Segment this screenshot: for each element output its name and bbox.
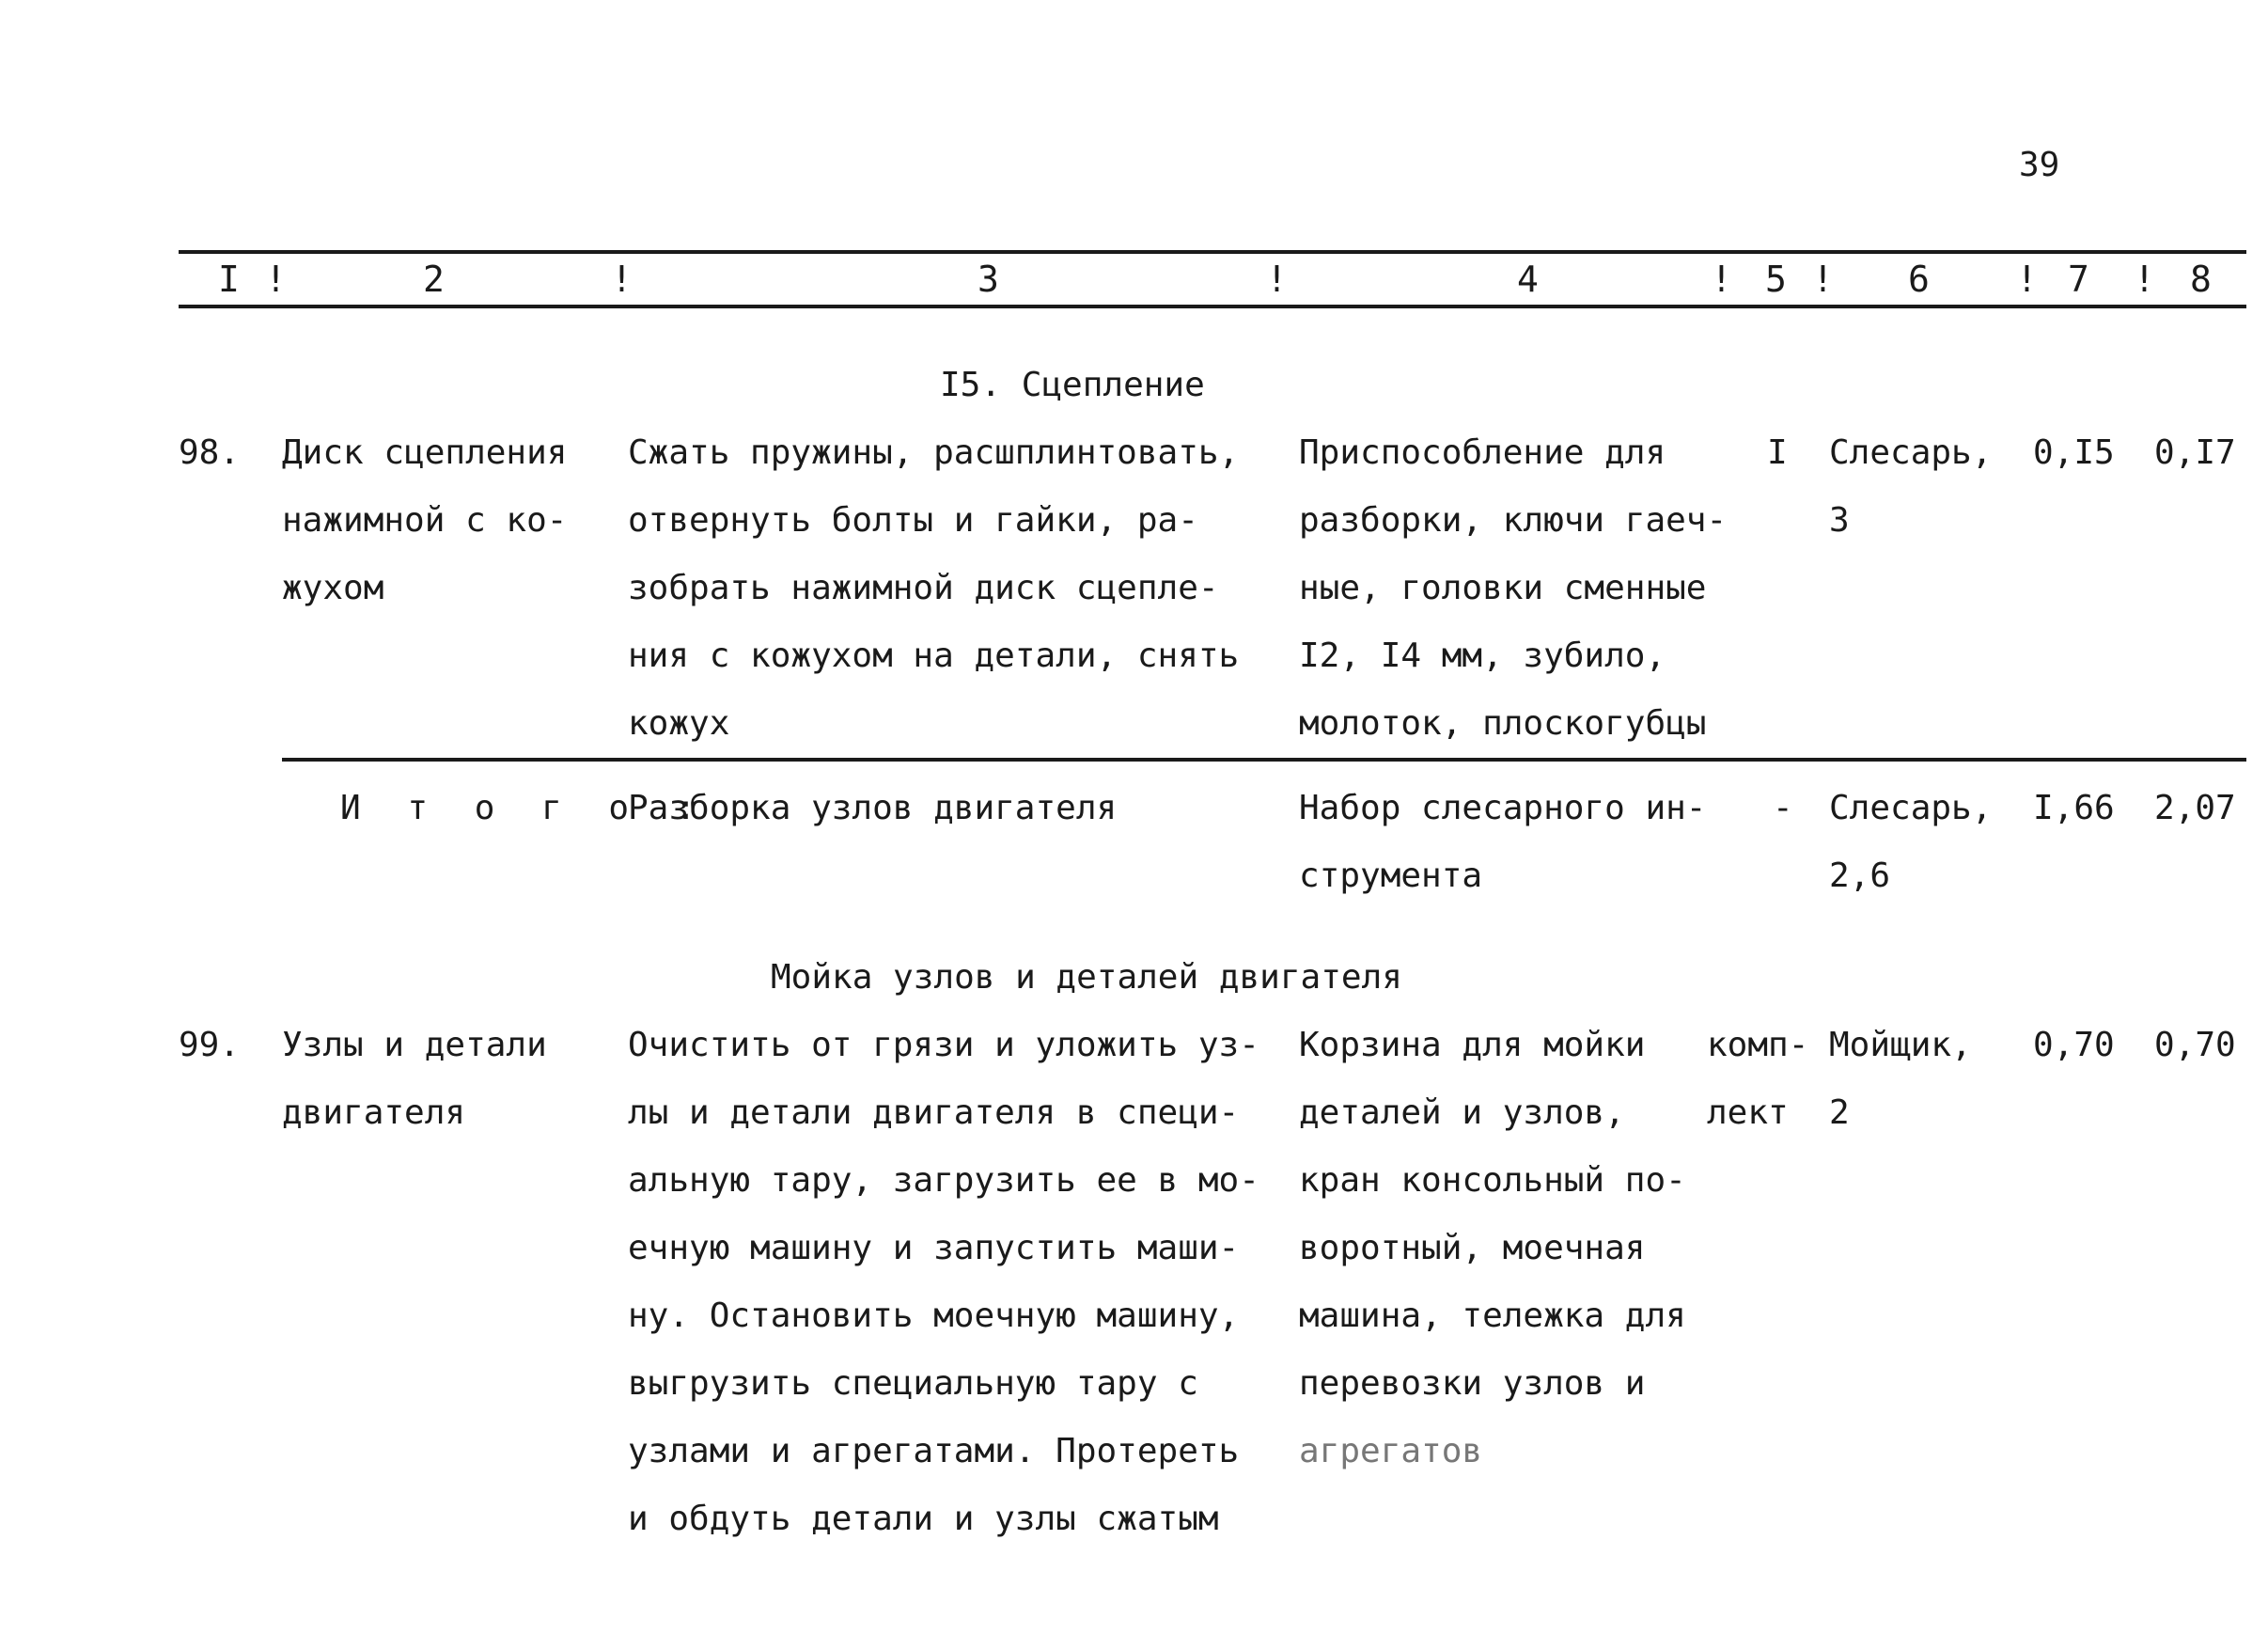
total-quantity: -	[1773, 789, 1793, 827]
worker-line: 2	[1829, 1093, 1850, 1132]
worker-line: Мойщик,	[1829, 1026, 1972, 1064]
tools-line: машина, тележка для	[1299, 1296, 1686, 1335]
operation-line: отвернуть болты и гайки, ра-	[628, 501, 1198, 540]
item-name-line: нажимной с ко-	[282, 501, 568, 540]
tools-line: агрегатов	[1299, 1432, 1483, 1470]
total-value-7: I,66	[2033, 789, 2115, 827]
operation-line: ну. Остановить моечную машину,	[628, 1296, 1240, 1335]
tools-line: молоток, плоскогубцы	[1299, 704, 1707, 743]
header-sep: !	[1266, 259, 1288, 300]
operation-line: Сжать пружины, расшплинтовать,	[628, 433, 1240, 472]
total-separator-rule	[282, 758, 2246, 762]
operation-line: кожух	[628, 704, 730, 743]
item-name-line: двигателя	[282, 1093, 466, 1132]
total-tools-line: Набор слесарного ин-	[1299, 789, 1707, 827]
tools-line: воротный, моечная	[1299, 1229, 1646, 1267]
worker-line: Слесарь,	[1829, 433, 1993, 472]
header-bottom-rule	[179, 305, 2246, 308]
norm-value-7: 0,I5	[2033, 433, 2115, 472]
header-sep: !	[265, 259, 287, 300]
header-col-8: 8	[2190, 259, 2212, 300]
header-sep: !	[2016, 259, 2038, 300]
operation-line: выгрузить специальную тару с	[628, 1364, 1198, 1403]
operation-line: зобрать нажимной диск сцепле-	[628, 569, 1219, 607]
header-sep: !	[2134, 259, 2155, 300]
header-col-1: I	[218, 259, 240, 300]
tools-line: кран консольный по-	[1299, 1161, 1686, 1200]
norm-value-7: 0,70	[2033, 1026, 2115, 1064]
quantity-line: комп-	[1707, 1026, 1809, 1064]
item-name-line: Узлы и детали	[282, 1026, 547, 1064]
quantity-line: лект	[1707, 1093, 1789, 1132]
header-col-3: 3	[978, 259, 999, 300]
row-number: 98.	[179, 433, 241, 472]
header-col-6: 6	[1908, 259, 1930, 300]
tools-line: деталей и узлов,	[1299, 1093, 1625, 1132]
tools-line: ные, головки сменные	[1299, 569, 1707, 607]
operation-line: узлами и агрегатами. Протереть	[628, 1432, 1240, 1470]
section-title-washing: Мойка узлов и деталей двигателя	[771, 958, 1402, 997]
total-operation: Разборка узлов двигателя	[628, 789, 1118, 827]
operation-line: альную тару, загрузить ее в мо-	[628, 1161, 1259, 1200]
total-tools-line: струмента	[1299, 856, 1483, 895]
operation-line: лы и детали двигателя в специ-	[628, 1093, 1240, 1132]
norm-value-8: 0,I7	[2154, 433, 2236, 472]
tools-line: разборки, ключи гаеч-	[1299, 501, 1728, 540]
norm-value-8: 0,70	[2154, 1026, 2236, 1064]
tools-line: Приспособление для	[1299, 433, 1666, 472]
item-name-line: жухом	[282, 569, 384, 607]
operation-line: ечную машину и запустить маши-	[628, 1229, 1240, 1267]
header-sep: !	[1812, 259, 1834, 300]
header-col-4: 4	[1517, 259, 1539, 300]
total-worker-line: 2,6	[1829, 856, 1891, 895]
header-col-5: 5	[1765, 259, 1787, 300]
item-name-line: Диск сцепления	[282, 433, 568, 472]
header-sep: !	[1711, 259, 1732, 300]
page-number: 39	[2019, 146, 2060, 184]
tools-line: Корзина для мойки	[1299, 1026, 1646, 1064]
worker-line: 3	[1829, 501, 1850, 540]
tools-line: I2, I4 мм, зубило,	[1299, 636, 1666, 675]
header-sep: !	[611, 259, 633, 300]
row-number: 99.	[179, 1026, 241, 1064]
total-label: И т о г о :	[340, 789, 710, 827]
header-top-rule	[179, 250, 2246, 254]
header-col-2: 2	[423, 259, 445, 300]
operation-line: ния с кожухом на детали, снять	[628, 636, 1240, 675]
tools-line: перевозки узлов и	[1299, 1364, 1646, 1403]
section-title-clutch: I5. Сцепление	[940, 366, 1205, 404]
header-col-7: 7	[2068, 259, 2089, 300]
operation-line: Очистить от грязи и уложить уз-	[628, 1026, 1259, 1064]
total-worker-line: Слесарь,	[1829, 789, 1993, 827]
quantity: I	[1767, 433, 1788, 472]
operation-line: и обдуть детали и узлы сжатым	[628, 1500, 1219, 1538]
total-value-8: 2,07	[2154, 789, 2236, 827]
